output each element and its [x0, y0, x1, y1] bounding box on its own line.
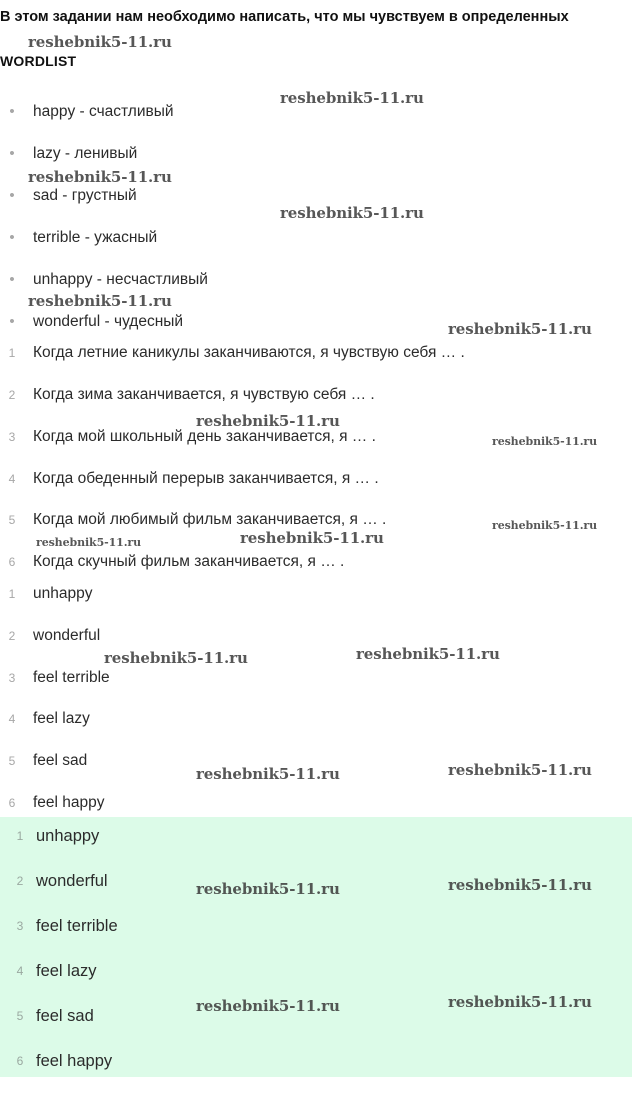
- sentence-text: Когда летние каникулы заканчиваются, я чувствую себя … .: [33, 344, 465, 361]
- item-number: 4: [8, 472, 16, 486]
- sentence-text: Когда зима заканчивается, я чувствую себя … .: [33, 386, 375, 403]
- item-number: 4: [8, 712, 16, 726]
- item-number: 1: [16, 829, 24, 843]
- watermark: reshebnik5-11.ru: [492, 519, 598, 532]
- answer-text: feel lazy: [33, 710, 90, 727]
- wordlist-item: • lazy - ленивый: [0, 142, 632, 166]
- watermark: reshebnik5-11.ru: [280, 89, 424, 107]
- answer-box: [0, 817, 632, 1077]
- bullet-icon: •: [9, 103, 15, 120]
- answer-text: feel terrible: [36, 917, 118, 935]
- watermark: reshebnik5-11.ru: [280, 204, 424, 222]
- item-number: 5: [8, 754, 16, 768]
- answer-item: [0, 624, 632, 648]
- sentence-text: Когда обеденный перерыв заканчивается, я … .: [33, 470, 379, 487]
- bullet-icon: •: [9, 271, 15, 288]
- answer-item: [0, 1049, 632, 1073]
- bullet-icon: •: [9, 229, 15, 246]
- item-number: 3: [8, 430, 16, 444]
- watermark: reshebnik5-11.ru: [28, 33, 172, 51]
- item-number: 5: [16, 1009, 24, 1023]
- sentence-text: Когда мой любимый фильм заканчивается, я … .: [33, 511, 387, 528]
- item-number: 6: [16, 1054, 24, 1068]
- bullet-icon: •: [9, 145, 15, 162]
- answer-item: [0, 914, 632, 938]
- answer-text: feel sad: [33, 752, 88, 769]
- answer-text: unhappy: [33, 585, 93, 602]
- answer-text: unhappy: [36, 827, 100, 845]
- wordlist-item: • happy - счастливый: [0, 100, 632, 124]
- watermark: reshebnik5-11.ru: [448, 876, 592, 894]
- watermark: reshebnik5-11.ru: [356, 645, 500, 663]
- answer-text: feel sad: [36, 1007, 94, 1025]
- watermark: reshebnik5-11.ru: [104, 649, 248, 667]
- wordlist-item: • wonderful - чудесный: [0, 310, 632, 334]
- watermark: reshebnik5-11.ru: [28, 168, 172, 186]
- answer-text: feel happy: [33, 794, 105, 811]
- sentence-item: [0, 341, 632, 365]
- answer-item: [0, 666, 632, 690]
- watermark: reshebnik5-11.ru: [196, 412, 340, 430]
- bullet-icon: •: [9, 313, 15, 330]
- watermark: reshebnik5-11.ru: [240, 529, 384, 547]
- watermark: reshebnik5-11.ru: [448, 761, 592, 779]
- item-number: 6: [8, 555, 16, 569]
- answer-item: [0, 707, 632, 731]
- item-number: 2: [16, 874, 24, 888]
- bullet-icon: •: [9, 187, 15, 204]
- item-number: 6: [8, 796, 16, 810]
- sentence-item: [0, 550, 632, 574]
- sentence-item: [0, 383, 632, 407]
- item-number: 3: [8, 671, 16, 685]
- sentence-text: Когда мой школьный день заканчивается, я … .: [33, 428, 376, 445]
- watermark: reshebnik5-11.ru: [28, 292, 172, 310]
- watermark: reshebnik5-11.ru: [448, 993, 592, 1011]
- watermark: reshebnik5-11.ru: [448, 320, 592, 338]
- item-number: 2: [8, 388, 16, 402]
- answer-text: feel terrible: [33, 669, 110, 686]
- wordlist-item: • terrible - ужасный: [0, 226, 632, 250]
- answer-item: [0, 791, 632, 815]
- answer-text: feel lazy: [36, 962, 97, 980]
- answer-text: wonderful: [33, 627, 101, 644]
- watermark: reshebnik5-11.ru: [196, 880, 340, 898]
- item-number: 3: [16, 919, 24, 933]
- answer-item: [0, 582, 632, 606]
- wordlist-item: • sad - грустный: [0, 184, 632, 208]
- answer-item: [0, 959, 632, 983]
- watermark: reshebnik5-11.ru: [36, 536, 142, 549]
- item-number: 4: [16, 964, 24, 978]
- intro-text: В этом задании нам необходимо написать, что мы чувствуем в определенных: [0, 9, 569, 25]
- item-number: 1: [8, 587, 16, 601]
- watermark: reshebnik5-11.ru: [196, 765, 340, 783]
- sentence-item: [0, 467, 632, 491]
- watermark: reshebnik5-11.ru: [196, 997, 340, 1015]
- item-number: 5: [8, 513, 16, 527]
- item-number: 2: [8, 629, 16, 643]
- answer-text: wonderful: [36, 872, 108, 890]
- wordlist-item: • unhappy - несчастливый: [0, 268, 632, 292]
- wordlist-heading: WORDLIST: [0, 53, 77, 69]
- answer-text: feel happy: [36, 1052, 113, 1070]
- item-number: 1: [8, 346, 16, 360]
- watermark: reshebnik5-11.ru: [492, 435, 598, 448]
- sentence-text: Когда скучный фильм заканчивается, я … .: [33, 553, 345, 570]
- answer-item: [0, 824, 632, 848]
